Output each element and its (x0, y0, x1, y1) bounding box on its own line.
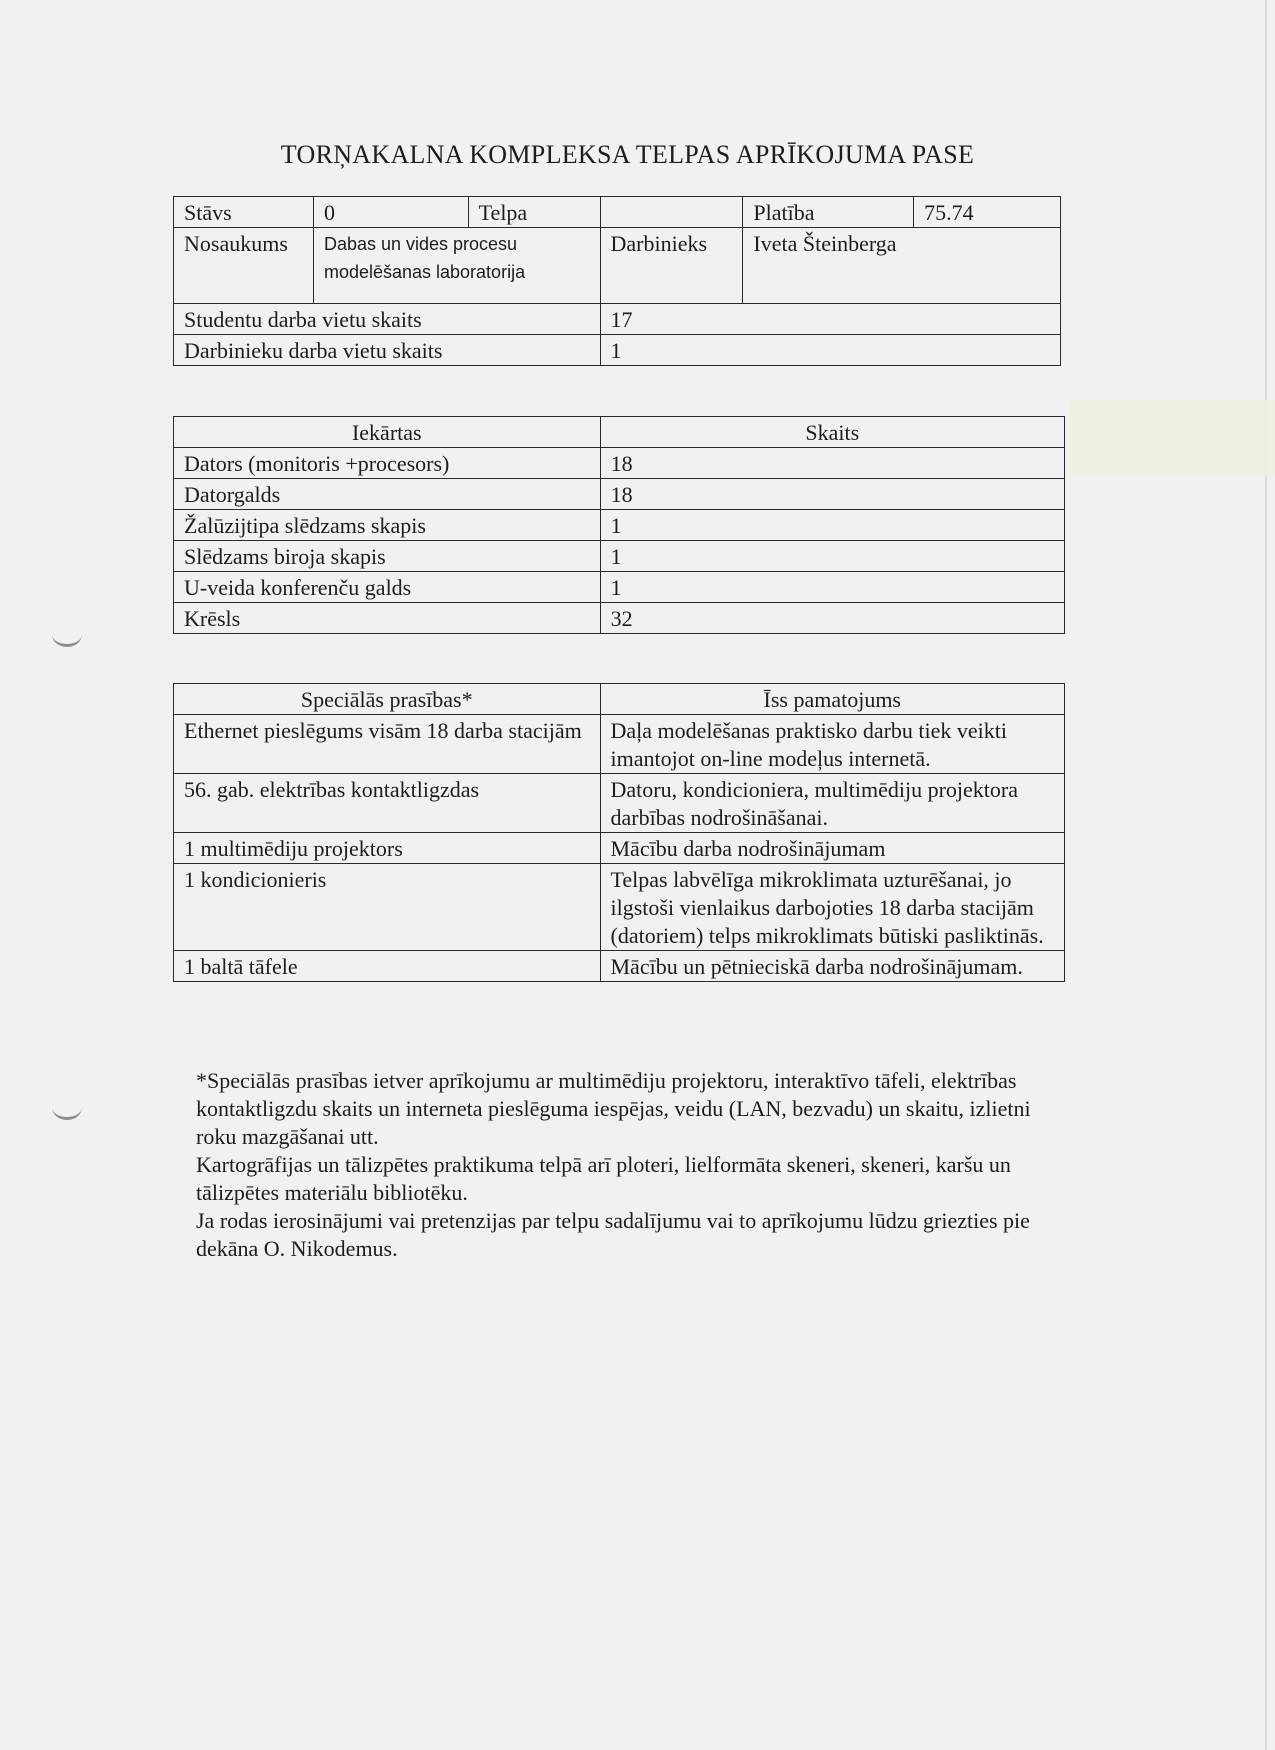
equipment-name: Dators (monitoris +procesors) (174, 448, 601, 479)
justification: Mācību darba nodrošinājumam (600, 833, 1065, 864)
justification: Daļa modelēšanas praktisko darbu tiek veikti imantojot on-line modeļus internetā. (600, 715, 1065, 774)
table-row (174, 572, 1065, 603)
table-row (174, 510, 1065, 541)
punch-hole (52, 622, 82, 647)
table-row (174, 335, 1061, 366)
requirements-table (173, 683, 1065, 982)
darbinieks-value: Iveta Šteinberga (743, 228, 1061, 304)
table-row (174, 951, 1065, 982)
telpa-value (600, 197, 743, 228)
table-header-row (174, 417, 1065, 448)
page-title: TORŅAKALNA KOMPLEKSA TELPAS APRĪKOJUMA PASE (280, 140, 975, 169)
darbinieks-label: Darbinieks (600, 228, 743, 304)
table-row (174, 603, 1065, 634)
footnote-paragraph: Kartogrāfijas un tālizpētes praktikuma telpā arī ploteri, lielformāta skeneri, skeneri, karšu un tālizpētes materiālu bibliotēku. (196, 1152, 1011, 1205)
equipment-name: U-veida konferenču galds (174, 572, 601, 603)
equipment-count: 1 (600, 572, 1064, 603)
equipment-count: 1 (600, 541, 1064, 572)
page-edge (1265, 0, 1267, 1750)
requirement: Ethernet pieslēgums visām 18 darba stacijām (174, 715, 601, 774)
telpa-label: Telpa (468, 197, 600, 228)
requirement: 1 kondicionieris (174, 864, 601, 951)
table-row (174, 197, 1061, 228)
table-row (174, 304, 1061, 335)
requirement: 56. gab. elektrības kontaktligzdas (174, 774, 601, 833)
table-row (174, 479, 1065, 510)
platiba-label: Platība (743, 197, 914, 228)
stavs-label: Stāvs (174, 197, 314, 228)
equipment-name: Krēsls (174, 603, 601, 634)
requirement: 1 baltā tāfele (174, 951, 601, 982)
footnote-paragraph: Ja rodas ierosinājumi vai pretenzijas par telpu sadalījumu vai to aprīkojumu lūdzu griezties pie dekāna O. Nikodemus. (196, 1208, 1030, 1261)
equipment-table (173, 416, 1065, 634)
justification-header: Īss pamatojums (600, 684, 1065, 715)
table-header-row (174, 684, 1065, 715)
nosaukums-value: Dabas un vides procesu modelēšanas laboratorija (313, 228, 600, 304)
equipment-name: Datorgalds (174, 479, 601, 510)
table-row (174, 228, 1061, 304)
table-row (174, 864, 1065, 951)
punch-hole (52, 1095, 82, 1120)
table-row (174, 448, 1065, 479)
stavs-value: 0 (313, 197, 468, 228)
table-row (174, 774, 1065, 833)
table-row (174, 833, 1065, 864)
room-info-table (173, 196, 1061, 366)
equipment-name: Slēdzams biroja skapis (174, 541, 601, 572)
equipment-header: Iekārtas (174, 417, 601, 448)
equipment-count: 32 (600, 603, 1064, 634)
equipment-count: 1 (600, 510, 1064, 541)
darbinieku-label: Darbinieku darba vietu skaits (174, 335, 601, 366)
justification: Mācību un pētnieciskā darba nodrošinājumam. (600, 951, 1065, 982)
footnote (196, 1067, 1056, 1263)
footnote-paragraph: *Speciālās prasības ietver aprīkojumu ar multimēdiju projektoru, interaktīvo tāfeli, elektrības kontaktligzdu skaits un interneta pieslēguma iespējas, veidu (LAN, bezvadu) un skaitu, izlietni roku mazgāšanai utt. (196, 1068, 1031, 1149)
table-row (174, 541, 1065, 572)
nosaukums-label: Nosaukums (174, 228, 314, 304)
requirements-header: Speciālās prasības* (174, 684, 601, 715)
studentu-value: 17 (600, 304, 1061, 335)
justification: Datoru, kondicioniera, multimēdiju projektora darbības nodrošināšanai. (600, 774, 1065, 833)
platiba-value: 75.74 (914, 197, 1061, 228)
justification: Telpas labvēlīga mikroklimata uzturēšanai, jo ilgstoši vienlaikus darbojoties 18 darba stacijām (datoriem) telps mikroklimats būtiski pasliktinās. (600, 864, 1065, 951)
table-row (174, 715, 1065, 774)
tape-strip (1070, 400, 1275, 476)
studentu-label: Studentu darba vietu skaits (174, 304, 601, 335)
equipment-count: 18 (600, 479, 1064, 510)
equipment-name: Žalūzijtipa slēdzams skapis (174, 510, 601, 541)
count-header: Skaits (600, 417, 1064, 448)
darbinieku-value: 1 (600, 335, 1061, 366)
equipment-count: 18 (600, 448, 1064, 479)
requirement: 1 multimēdiju projektors (174, 833, 601, 864)
